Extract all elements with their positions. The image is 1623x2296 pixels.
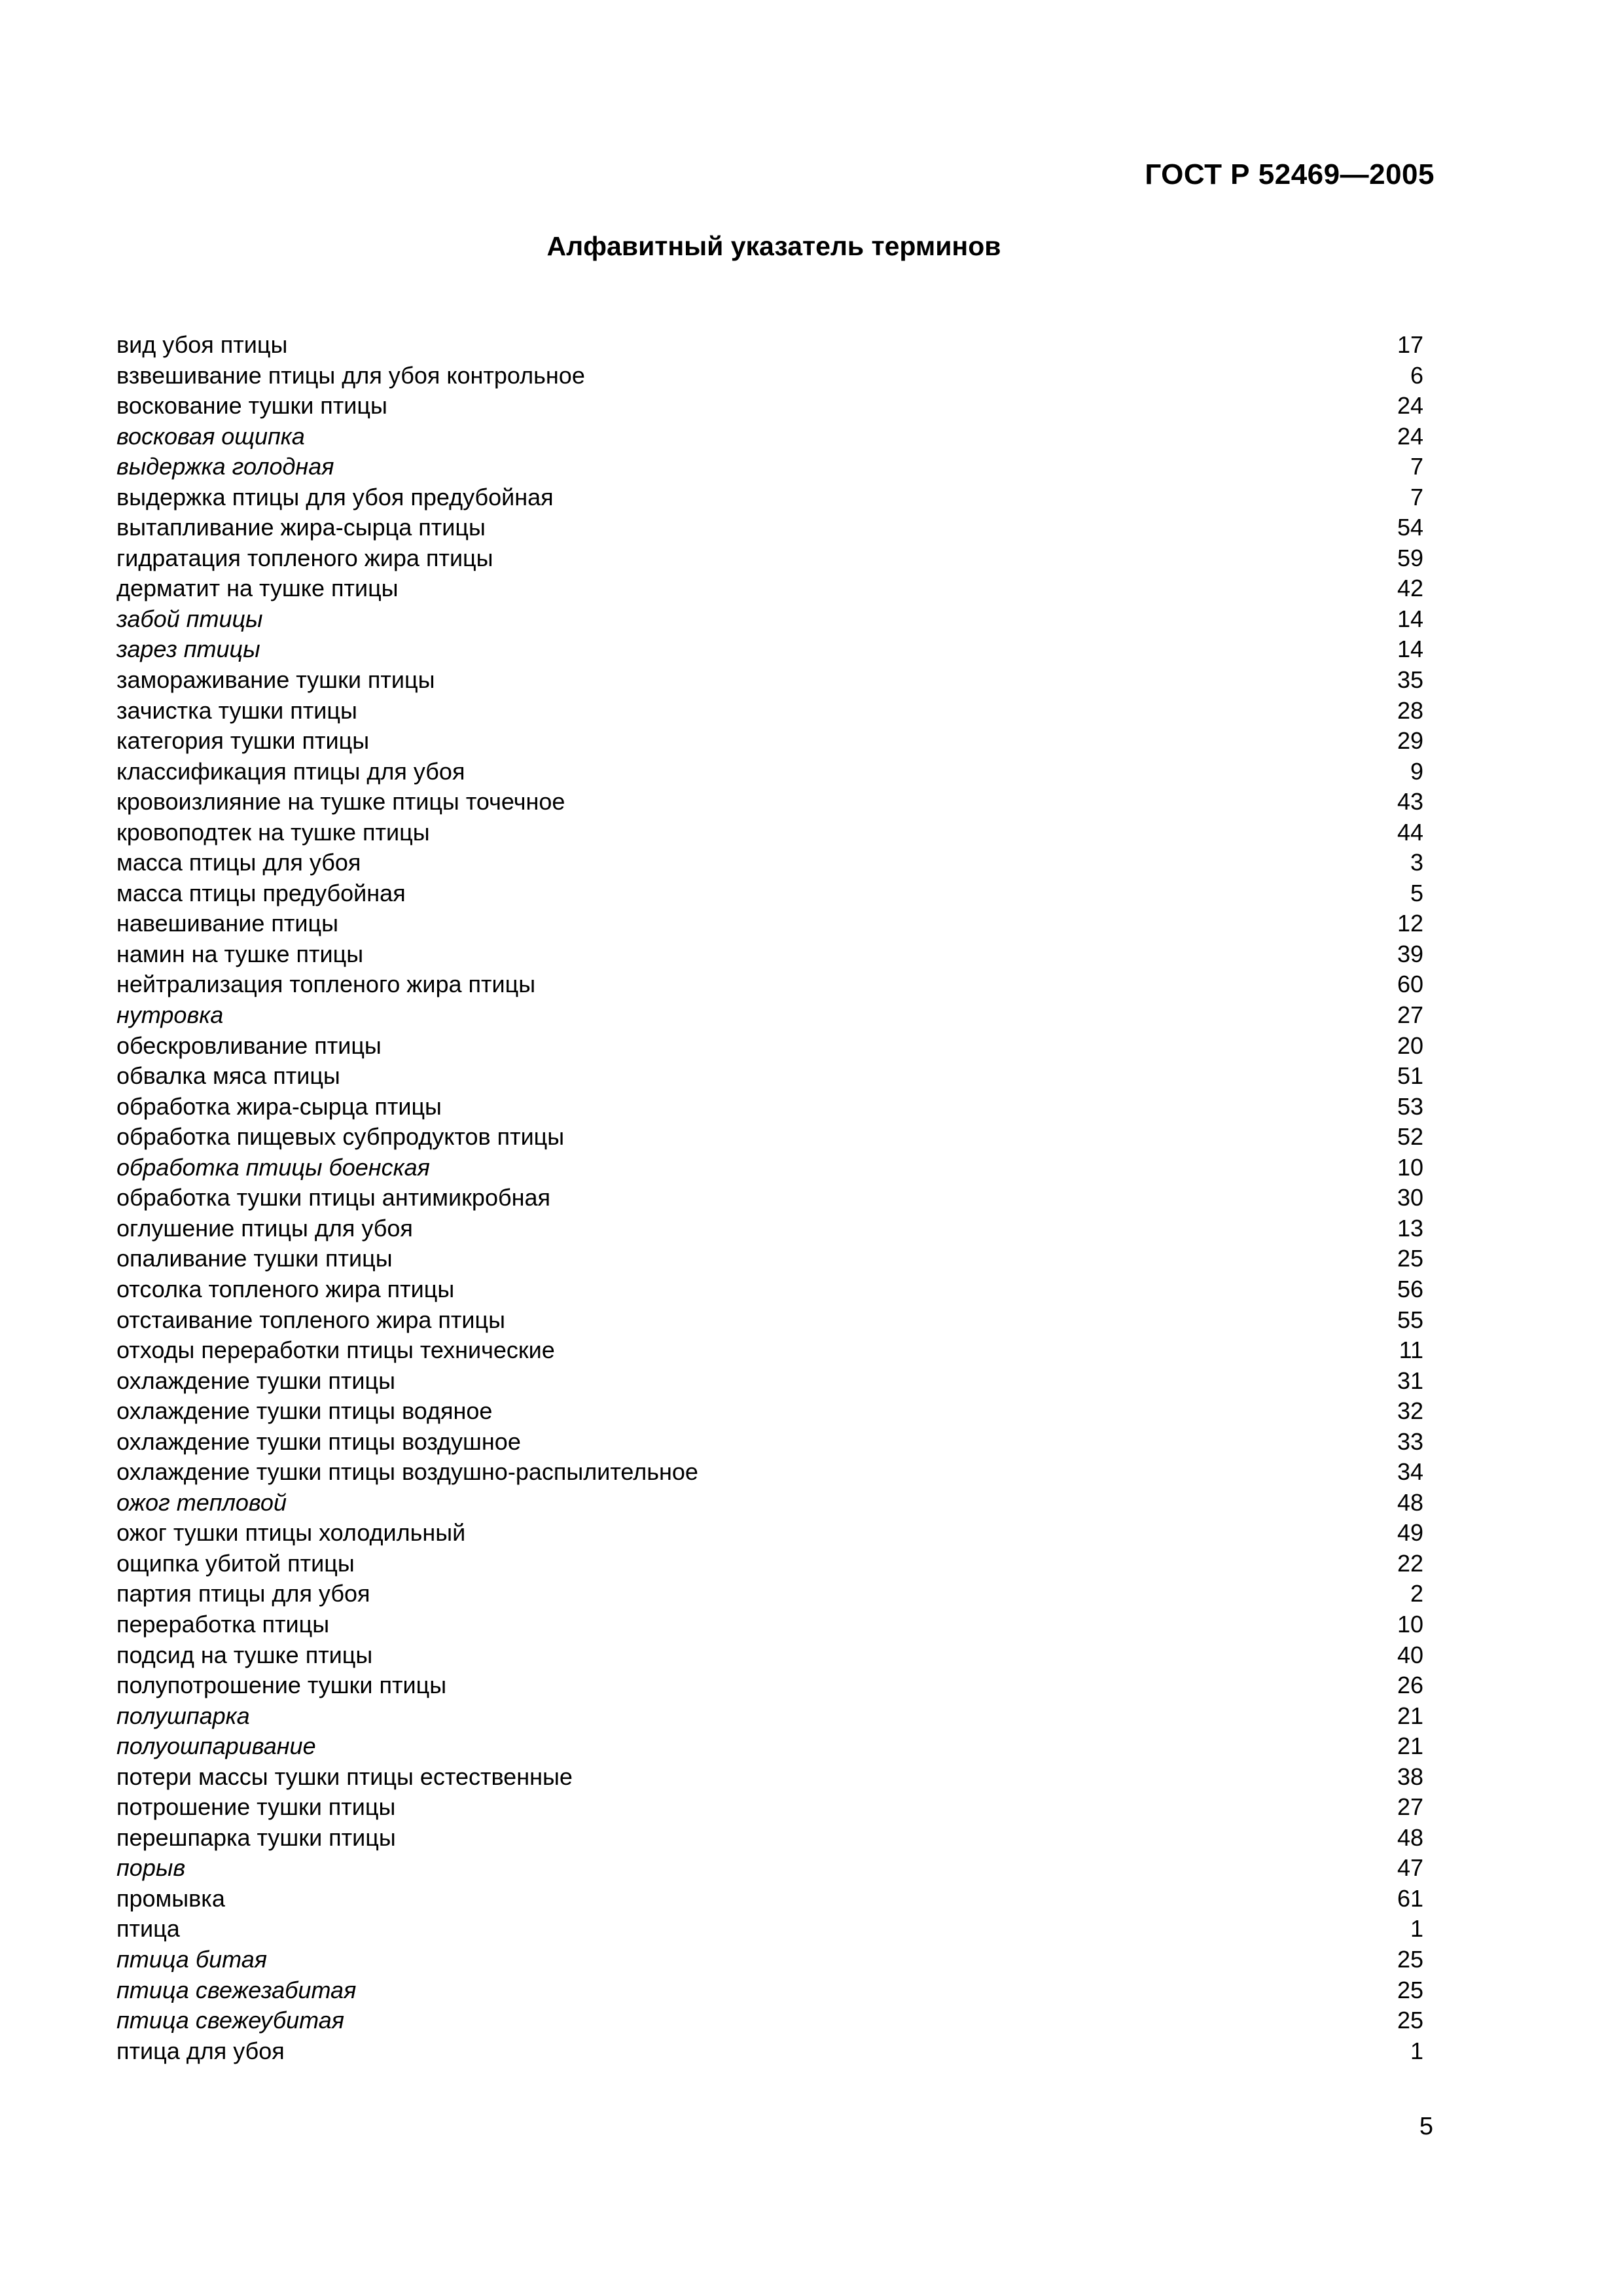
index-entry bbox=[116, 1609, 1423, 1640]
index-entry bbox=[116, 1518, 1423, 1549]
index-term: птица bbox=[116, 1915, 180, 1943]
index-reference-number: 7 bbox=[1410, 453, 1423, 480]
index-term: перешпарка тушки птицы bbox=[116, 1823, 396, 1851]
index-term: обескровливание птицы bbox=[116, 1031, 382, 1059]
index-entry bbox=[116, 604, 1423, 635]
index-reference-number: 32 bbox=[1397, 1397, 1423, 1425]
index-entry bbox=[116, 787, 1423, 817]
index-reference-number: 9 bbox=[1410, 757, 1423, 785]
index-term: отсолка топленого жира птицы bbox=[116, 1275, 455, 1302]
index-entry bbox=[116, 422, 1423, 452]
index-entry bbox=[116, 1884, 1423, 1914]
index-term: потери массы тушки птицы естественные bbox=[116, 1763, 573, 1790]
index-reference-number: 26 bbox=[1397, 1672, 1423, 1699]
index-entry bbox=[116, 1153, 1423, 1183]
index-entry bbox=[116, 512, 1423, 543]
index-term: выдержка птицы для убоя предубойная bbox=[116, 483, 554, 511]
index-entry bbox=[116, 1975, 1423, 2006]
index-reference-number: 25 bbox=[1397, 2007, 1423, 2034]
index-term: ожог тушки птицы холодильный bbox=[116, 1519, 466, 1547]
index-entry bbox=[116, 1792, 1423, 1823]
index-entry bbox=[116, 1640, 1423, 1671]
index-reference-number: 20 bbox=[1397, 1031, 1423, 1059]
index-entry bbox=[116, 1366, 1423, 1397]
page-title: Алфавитный указатель терминов bbox=[546, 231, 1001, 261]
index-term: классификация птицы для убоя bbox=[116, 757, 465, 785]
index-entry bbox=[116, 573, 1423, 604]
index-entry bbox=[116, 2036, 1423, 2067]
index-reference-number: 60 bbox=[1397, 971, 1423, 998]
index-reference-number: 29 bbox=[1397, 727, 1423, 755]
index-entry bbox=[116, 330, 1423, 361]
index-entry bbox=[116, 1457, 1423, 1488]
index-reference-number: 21 bbox=[1397, 1702, 1423, 1729]
index-reference-number: 61 bbox=[1397, 1884, 1423, 1912]
index-entry bbox=[116, 1731, 1423, 1762]
index-term: нутровка bbox=[116, 1001, 224, 1029]
index-term: порыв bbox=[116, 1854, 186, 1882]
index-reference-number: 44 bbox=[1397, 818, 1423, 846]
index-term: птица битая bbox=[116, 1945, 267, 1973]
index-term: вытапливание жира-сырца птицы bbox=[116, 514, 486, 541]
index-entry bbox=[116, 939, 1423, 970]
index-term: ожог тепловой bbox=[116, 1488, 287, 1516]
index-entry bbox=[116, 1274, 1423, 1305]
index-entry bbox=[116, 1853, 1423, 1884]
index-reference-number: 1 bbox=[1410, 2037, 1423, 2064]
index-entry bbox=[116, 696, 1423, 726]
index-reference-number: 40 bbox=[1397, 1641, 1423, 1668]
index-reference-number: 10 bbox=[1397, 1610, 1423, 1638]
index-term: опаливание тушки птицы bbox=[116, 1245, 393, 1272]
index-reference-number: 55 bbox=[1397, 1306, 1423, 1333]
index-term: навешивание птицы bbox=[116, 910, 338, 937]
index-entry bbox=[116, 878, 1423, 909]
index-reference-number: 51 bbox=[1397, 1062, 1423, 1090]
index-reference-number: 38 bbox=[1397, 1763, 1423, 1790]
index-reference-number: 56 bbox=[1397, 1275, 1423, 1302]
index-reference-number: 14 bbox=[1397, 605, 1423, 632]
index-term: обработка тушки птицы антимикробная bbox=[116, 1184, 550, 1211]
index-term: птица свежезабитая bbox=[116, 1976, 357, 2003]
index-entry bbox=[116, 361, 1423, 391]
index-reference-number: 14 bbox=[1397, 636, 1423, 663]
index-reference-number: 27 bbox=[1397, 1793, 1423, 1821]
index-term: зачистка тушки птицы bbox=[116, 696, 357, 724]
index-reference-number: 48 bbox=[1397, 1488, 1423, 1516]
index-term: охлаждение тушки птицы воздушно-распылительное bbox=[116, 1458, 698, 1486]
index-entry bbox=[116, 2005, 1423, 2036]
index-term: забой птицы bbox=[116, 605, 263, 632]
index-reference-number: 25 bbox=[1397, 1976, 1423, 2003]
index-term: зарез птицы bbox=[116, 636, 260, 663]
index-term: партия птицы для убоя bbox=[116, 1580, 370, 1607]
index-term: выдержка голодная bbox=[116, 453, 334, 480]
index-entry bbox=[116, 1092, 1423, 1122]
index-term: отходы переработки птицы технические bbox=[116, 1336, 555, 1364]
index-term: полупотрошение тушки птицы bbox=[116, 1672, 447, 1699]
index-entry bbox=[116, 1823, 1423, 1854]
index-reference-number: 28 bbox=[1397, 696, 1423, 724]
index-reference-number: 27 bbox=[1397, 1001, 1423, 1029]
page-number: 5 bbox=[1419, 2113, 1433, 2140]
index-reference-number: 47 bbox=[1397, 1854, 1423, 1882]
index-entry bbox=[116, 1427, 1423, 1458]
index-reference-number: 11 bbox=[1399, 1336, 1423, 1364]
index-entry bbox=[116, 1183, 1423, 1213]
index-entry bbox=[116, 1000, 1423, 1031]
index-term: ощипка убитой птицы bbox=[116, 1549, 355, 1577]
index-entry bbox=[116, 1762, 1423, 1793]
index-reference-number: 24 bbox=[1397, 392, 1423, 420]
index-term: подсид на тушке птицы bbox=[116, 1641, 373, 1668]
index-term: нейтрализация топленого жира птицы bbox=[116, 971, 536, 998]
index-entry bbox=[116, 757, 1423, 787]
index-entry bbox=[116, 1945, 1423, 1975]
index-term: оглушение птицы для убоя bbox=[116, 1214, 413, 1242]
index-reference-number: 5 bbox=[1410, 879, 1423, 906]
index-term: обработка птицы боенская bbox=[116, 1153, 430, 1181]
index-entry bbox=[116, 1396, 1423, 1427]
index-term: охлаждение тушки птицы bbox=[116, 1367, 395, 1394]
index-term: переработка птицы bbox=[116, 1610, 330, 1638]
index-reference-number: 48 bbox=[1397, 1823, 1423, 1851]
index-term: взвешивание птицы для убоя контрольное bbox=[116, 361, 585, 389]
index-entry bbox=[116, 1670, 1423, 1701]
index-reference-number: 22 bbox=[1397, 1549, 1423, 1577]
index-entry bbox=[116, 1061, 1423, 1092]
index-reference-number: 25 bbox=[1397, 1245, 1423, 1272]
index-reference-number: 25 bbox=[1397, 1945, 1423, 1973]
index-reference-number: 10 bbox=[1397, 1153, 1423, 1181]
index-entry bbox=[116, 452, 1423, 482]
index-entry bbox=[116, 1335, 1423, 1366]
index-entry bbox=[116, 391, 1423, 422]
index-term: полушпарка bbox=[116, 1702, 250, 1729]
index-reference-number: 31 bbox=[1397, 1367, 1423, 1394]
index-term: отстаивание топленого жира птицы bbox=[116, 1306, 505, 1333]
index-reference-number: 2 bbox=[1410, 1580, 1423, 1607]
document-code: ГОСТ Р 52469—2005 bbox=[1145, 158, 1435, 190]
index-reference-number: 39 bbox=[1397, 940, 1423, 967]
index-term: намин на тушке птицы bbox=[116, 940, 364, 967]
index-entry bbox=[116, 1549, 1423, 1579]
index-reference-number: 6 bbox=[1410, 361, 1423, 389]
index-entry bbox=[116, 665, 1423, 696]
index-entry bbox=[116, 848, 1423, 878]
index-entry bbox=[116, 482, 1423, 513]
index-term: охлаждение тушки птицы водяное bbox=[116, 1397, 493, 1425]
index-term: кровоизлияние на тушке птицы точечное bbox=[116, 788, 565, 816]
index-term: обработка жира-сырца птицы bbox=[116, 1092, 442, 1120]
index-term: потрошение тушки птицы bbox=[116, 1793, 396, 1821]
index-reference-number: 12 bbox=[1397, 910, 1423, 937]
index-term: промывка bbox=[116, 1884, 225, 1912]
index-reference-number: 24 bbox=[1397, 422, 1423, 450]
index-term: кровоподтек на тушке птицы bbox=[116, 818, 430, 846]
index-reference-number: 30 bbox=[1397, 1184, 1423, 1211]
index-reference-number: 3 bbox=[1410, 849, 1423, 876]
index-reference-number: 49 bbox=[1397, 1519, 1423, 1547]
index-reference-number: 21 bbox=[1397, 1732, 1423, 1760]
index-entry bbox=[116, 1701, 1423, 1732]
index-entry bbox=[116, 1305, 1423, 1336]
index-entry bbox=[116, 969, 1423, 1000]
index-reference-number: 43 bbox=[1397, 788, 1423, 816]
index-reference-number: 35 bbox=[1397, 666, 1423, 694]
index-entry bbox=[116, 1244, 1423, 1274]
index-term: обвалка мяса птицы bbox=[116, 1062, 340, 1090]
index-entry bbox=[116, 1914, 1423, 1945]
index-term: масса птицы предубойная bbox=[116, 879, 406, 906]
index-term: категория тушки птицы bbox=[116, 727, 370, 755]
index-entry bbox=[116, 1122, 1423, 1153]
index-term: воскование тушки птицы bbox=[116, 392, 387, 420]
index-reference-number: 34 bbox=[1397, 1458, 1423, 1486]
index-entry bbox=[116, 1488, 1423, 1518]
index-term: охлаждение тушки птицы воздушное bbox=[116, 1427, 521, 1455]
index-term: восковая ощипка bbox=[116, 422, 305, 450]
index-reference-number: 13 bbox=[1397, 1214, 1423, 1242]
index-entry bbox=[116, 1579, 1423, 1609]
index-term: дерматит на тушке птицы bbox=[116, 575, 399, 602]
index-entry bbox=[116, 1213, 1423, 1244]
index-entry bbox=[116, 726, 1423, 757]
index-entry bbox=[116, 908, 1423, 939]
index-entry bbox=[116, 1031, 1423, 1062]
index-term: вид убоя птицы bbox=[116, 331, 288, 358]
index-reference-number: 42 bbox=[1397, 575, 1423, 602]
index-term: полуошпаривание bbox=[116, 1732, 316, 1760]
index-term: обработка пищевых субпродуктов птицы bbox=[116, 1123, 565, 1151]
index-reference-number: 33 bbox=[1397, 1427, 1423, 1455]
index-term: масса птицы для убоя bbox=[116, 849, 361, 876]
index-reference-number: 54 bbox=[1397, 514, 1423, 541]
index-term: гидратация топленого жира птицы bbox=[116, 544, 493, 571]
index-reference-number: 53 bbox=[1397, 1092, 1423, 1120]
term-index-list bbox=[116, 330, 1423, 2066]
index-term: замораживание тушки птицы bbox=[116, 666, 435, 694]
index-reference-number: 59 bbox=[1397, 544, 1423, 571]
index-reference-number: 17 bbox=[1397, 331, 1423, 358]
index-term: птица для убоя bbox=[116, 2037, 285, 2064]
index-reference-number: 7 bbox=[1410, 483, 1423, 511]
index-entry bbox=[116, 817, 1423, 848]
index-reference-number: 1 bbox=[1410, 1915, 1423, 1943]
index-reference-number: 52 bbox=[1397, 1123, 1423, 1151]
index-term: птица свежеубитая bbox=[116, 2007, 344, 2034]
index-entry bbox=[116, 543, 1423, 574]
index-entry bbox=[116, 634, 1423, 665]
